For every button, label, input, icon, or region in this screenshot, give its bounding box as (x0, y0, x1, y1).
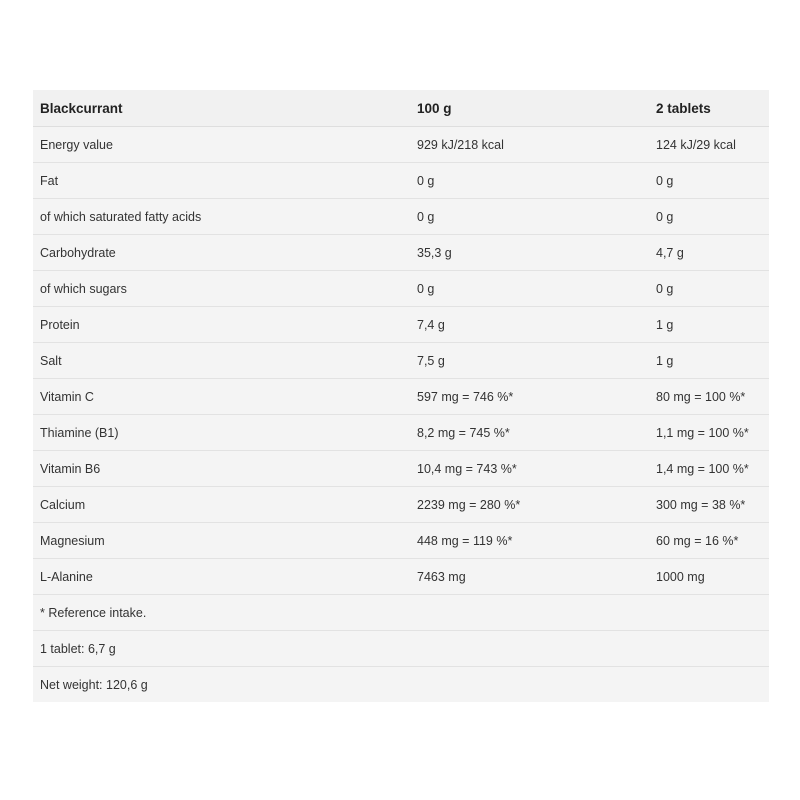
nutrient-name: Vitamin C (33, 379, 410, 415)
nutrient-name: Calcium (33, 487, 410, 523)
nutrition-table (33, 90, 769, 702)
table-row (33, 307, 769, 343)
value-per-100g: 597 mg = 746 %* (410, 379, 649, 415)
value-per-100g: 35,3 g (410, 235, 649, 271)
value-per-100g: 10,4 mg = 743 %* (410, 451, 649, 487)
nutrient-name: Vitamin B6 (33, 451, 410, 487)
table-body (33, 127, 769, 703)
table-row (33, 451, 769, 487)
nutrition-table-container (33, 90, 769, 702)
footnote-row (33, 595, 769, 631)
value-per-100g: 2239 mg = 280 %* (410, 487, 649, 523)
table-header (33, 90, 769, 127)
table-row (33, 163, 769, 199)
value-per-2-tablets: 80 mg = 100 %* (649, 379, 769, 415)
header-per-2-tablets: 2 tablets (649, 90, 769, 127)
table-row (33, 379, 769, 415)
value-per-100g: 7,5 g (410, 343, 649, 379)
value-per-100g: 929 kJ/218 kcal (410, 127, 649, 163)
value-per-2-tablets: 4,7 g (649, 235, 769, 271)
value-per-2-tablets: 60 mg = 16 %* (649, 523, 769, 559)
value-per-2-tablets: 1 g (649, 307, 769, 343)
value-per-2-tablets: 1,4 mg = 100 %* (649, 451, 769, 487)
nutrient-name: Salt (33, 343, 410, 379)
value-per-2-tablets: 124 kJ/29 kcal (649, 127, 769, 163)
value-per-2-tablets: 1,1 mg = 100 %* (649, 415, 769, 451)
nutrient-name: Protein (33, 307, 410, 343)
footnote-row (33, 667, 769, 703)
tablet-weight-note: 1 tablet: 6,7 g (33, 631, 769, 667)
nutrient-name: Magnesium (33, 523, 410, 559)
value-per-2-tablets: 1000 mg (649, 559, 769, 595)
value-per-2-tablets: 0 g (649, 163, 769, 199)
value-per-2-tablets: 300 mg = 38 %* (649, 487, 769, 523)
table-row (33, 487, 769, 523)
header-row (33, 90, 769, 127)
table-row (33, 199, 769, 235)
value-per-2-tablets: 0 g (649, 271, 769, 307)
table-row (33, 415, 769, 451)
table-row (33, 523, 769, 559)
table-row (33, 235, 769, 271)
nutrient-name: Carbohydrate (33, 235, 410, 271)
value-per-2-tablets: 1 g (649, 343, 769, 379)
value-per-100g: 448 mg = 119 %* (410, 523, 649, 559)
net-weight-note: Net weight: 120,6 g (40, 677, 148, 692)
value-per-100g: 7463 mg (410, 559, 649, 595)
header-per-100g: 100 g (410, 90, 649, 127)
value-per-100g: 0 g (410, 163, 649, 199)
table-row (33, 343, 769, 379)
table-row (33, 559, 769, 595)
nutrient-name: Energy value (33, 127, 410, 163)
value-per-100g: 7,4 g (410, 307, 649, 343)
nutrient-name: L-Alanine (33, 559, 410, 595)
nutrient-name: Fat (33, 163, 410, 199)
nutrient-name: of which saturated fatty acids (33, 199, 410, 235)
table-row (33, 271, 769, 307)
nutrient-name: of which sugars (33, 271, 410, 307)
value-per-100g: 0 g (410, 271, 649, 307)
value-per-100g: 0 g (410, 199, 649, 235)
footnote-row (33, 631, 769, 667)
reference-intake-note: * Reference intake. (33, 595, 769, 631)
value-per-2-tablets: 0 g (649, 199, 769, 235)
nutrient-name: Thiamine (B1) (33, 415, 410, 451)
table-row (33, 127, 769, 163)
value-per-100g: 8,2 mg = 745 %* (410, 415, 649, 451)
header-flavor: Blackcurrant (33, 90, 410, 127)
